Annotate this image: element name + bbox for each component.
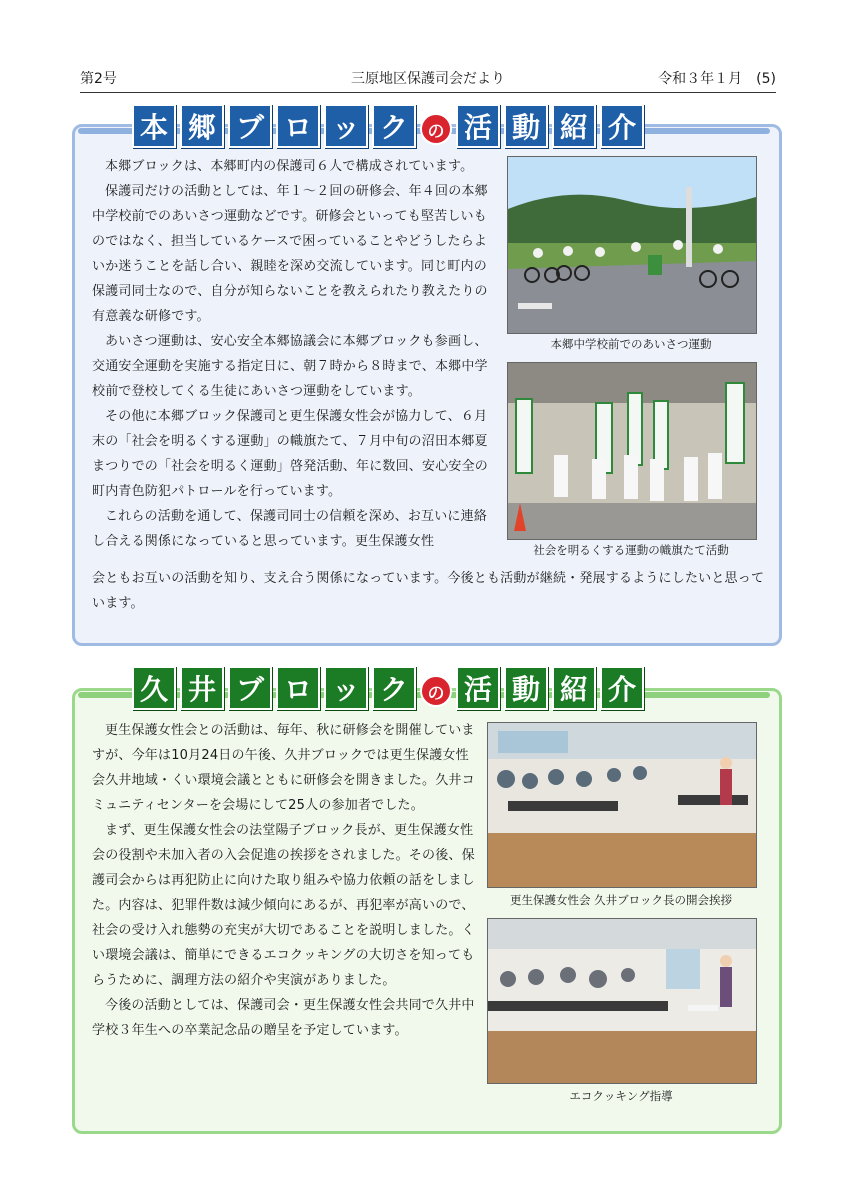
- newsletter-title: 三原地区保護司会だより: [351, 71, 505, 87]
- title-character: ク: [372, 666, 416, 710]
- kui-section-title: [132, 666, 644, 710]
- opening-greeting-caption: 更生保護女性会 久井ブロック長の開会挨拶: [510, 893, 732, 907]
- title-character: 郷: [180, 104, 224, 148]
- page-header: [80, 70, 776, 93]
- title-character: ブ: [228, 104, 272, 148]
- hongo-paragraph: その他に本郷ブロック保護司と更生保護女性会が協力して、６月末の「社会を明るくする運動」の幟旗たて、７月中旬の沼田本郷夏まつりでの「社会を明るく運動」啓発活動、年に数回、安心安全の町内青色防犯パトロールを行っています。: [92, 409, 489, 499]
- greeting-campaign-photo: [507, 156, 757, 334]
- title-character: ロ: [276, 104, 320, 148]
- greeting-campaign-caption: 本郷中学校前でのあいさつ運動: [550, 337, 712, 351]
- eco-cooking-caption: エコクッキング指導: [569, 1089, 673, 1103]
- title-character: ロ: [276, 666, 320, 710]
- title-character: 紹: [552, 104, 596, 148]
- kui-paragraph: 更生保護女性会との活動は、毎年、秋に研修会を開催していますが、今年は10月24日の午後、久井ブロックでは更生保護女性会久井地域・くい環境会議とともに研修会を開きました。久井コミュニティセンターを会場にして25人の参加者でした。: [92, 723, 475, 813]
- title-character: ッ: [324, 104, 368, 148]
- title-character: 動: [504, 666, 548, 710]
- kui-paragraph: 今後の活動としては、保護司会・更生保護女性会共同で久井中学校３年生への卒業記念品の贈呈を予定しています。: [92, 998, 475, 1038]
- hongo-body-text-continued: [92, 566, 768, 616]
- title-character: 活: [456, 104, 500, 148]
- hongo-paragraph: これらの活動を通して、保護司同士の信頼を深め、お互いに連絡し合える関係になっていると思っています。更生保護女性: [92, 509, 488, 549]
- hongo-paragraph: あいさつ運動は、安心安全本郷協議会に本郷ブロックも参画し、交通安全運動を実施する指定日に、朝７時から８時まで、本郷中学校前で登校してくる生徒にあいさつ運動をしています。: [92, 334, 488, 399]
- title-character: 活: [456, 666, 500, 710]
- hongo-paragraph: 本郷ブロックは、本郷町内の保護司６人で構成されています。: [105, 159, 474, 174]
- hongo-section-title: [132, 104, 644, 148]
- flag-raising-caption: 社会を明るくする運動の幟旗たて活動: [533, 543, 729, 557]
- title-character: ブ: [228, 666, 272, 710]
- issue-date: 令和３年１月 (5): [658, 71, 776, 87]
- title-character: の: [420, 113, 452, 145]
- title-character: 井: [180, 666, 224, 710]
- title-character: 本: [132, 104, 176, 148]
- issue-number: 第2号: [80, 71, 117, 87]
- title-character: 久: [132, 666, 176, 710]
- eco-cooking-photo: [487, 918, 757, 1084]
- hongo-paragraph-continued: 会ともお互いの活動を知り、支え合う関係になっています。今後とも活動が継続・発展するようにしたいと思っています。: [92, 571, 765, 611]
- hongo-body-text: [92, 154, 494, 554]
- hongo-paragraph: 保護司だけの活動としては、年１～２回の研修会、年４回の本郷中学校前でのあいさつ運動などです。研修会といっても堅苦しいものではなく、担当しているケースで困っていることやどうしたらよいか迷うことを話し合い、親睦を深め交流しています。同じ町内の保護司同士なので、自分が知らないことを教えられたり教えたりの有意義な研修です。: [92, 184, 488, 324]
- title-character: ク: [372, 104, 416, 148]
- title-character: の: [420, 675, 452, 707]
- kui-paragraph: まず、更生保護女性会の法堂陽子ブロック長が、更生保護女性会の役割や未加入者の入会促進の挨拶をされました。その後、保護司会からは再犯防止に向けた取り組みや協力依頼の話をしました。内容は、犯罪件数は減少傾向にあるが、再犯率が高いので、社会の受け入れ態勢の充実が大切であることを説明しました。くい環境会議は、簡単にできるエコクッキングの大切さを知ってもらうために、調理方法の紹介や実演がありました。: [92, 823, 475, 988]
- title-character: 介: [600, 666, 644, 710]
- kui-body-text: [92, 718, 476, 1043]
- title-character: 介: [600, 104, 644, 148]
- flag-raising-photo: [507, 362, 757, 540]
- title-character: 動: [504, 104, 548, 148]
- title-character: ッ: [324, 666, 368, 710]
- title-character: 紹: [552, 666, 596, 710]
- opening-greeting-photo: [487, 722, 757, 888]
